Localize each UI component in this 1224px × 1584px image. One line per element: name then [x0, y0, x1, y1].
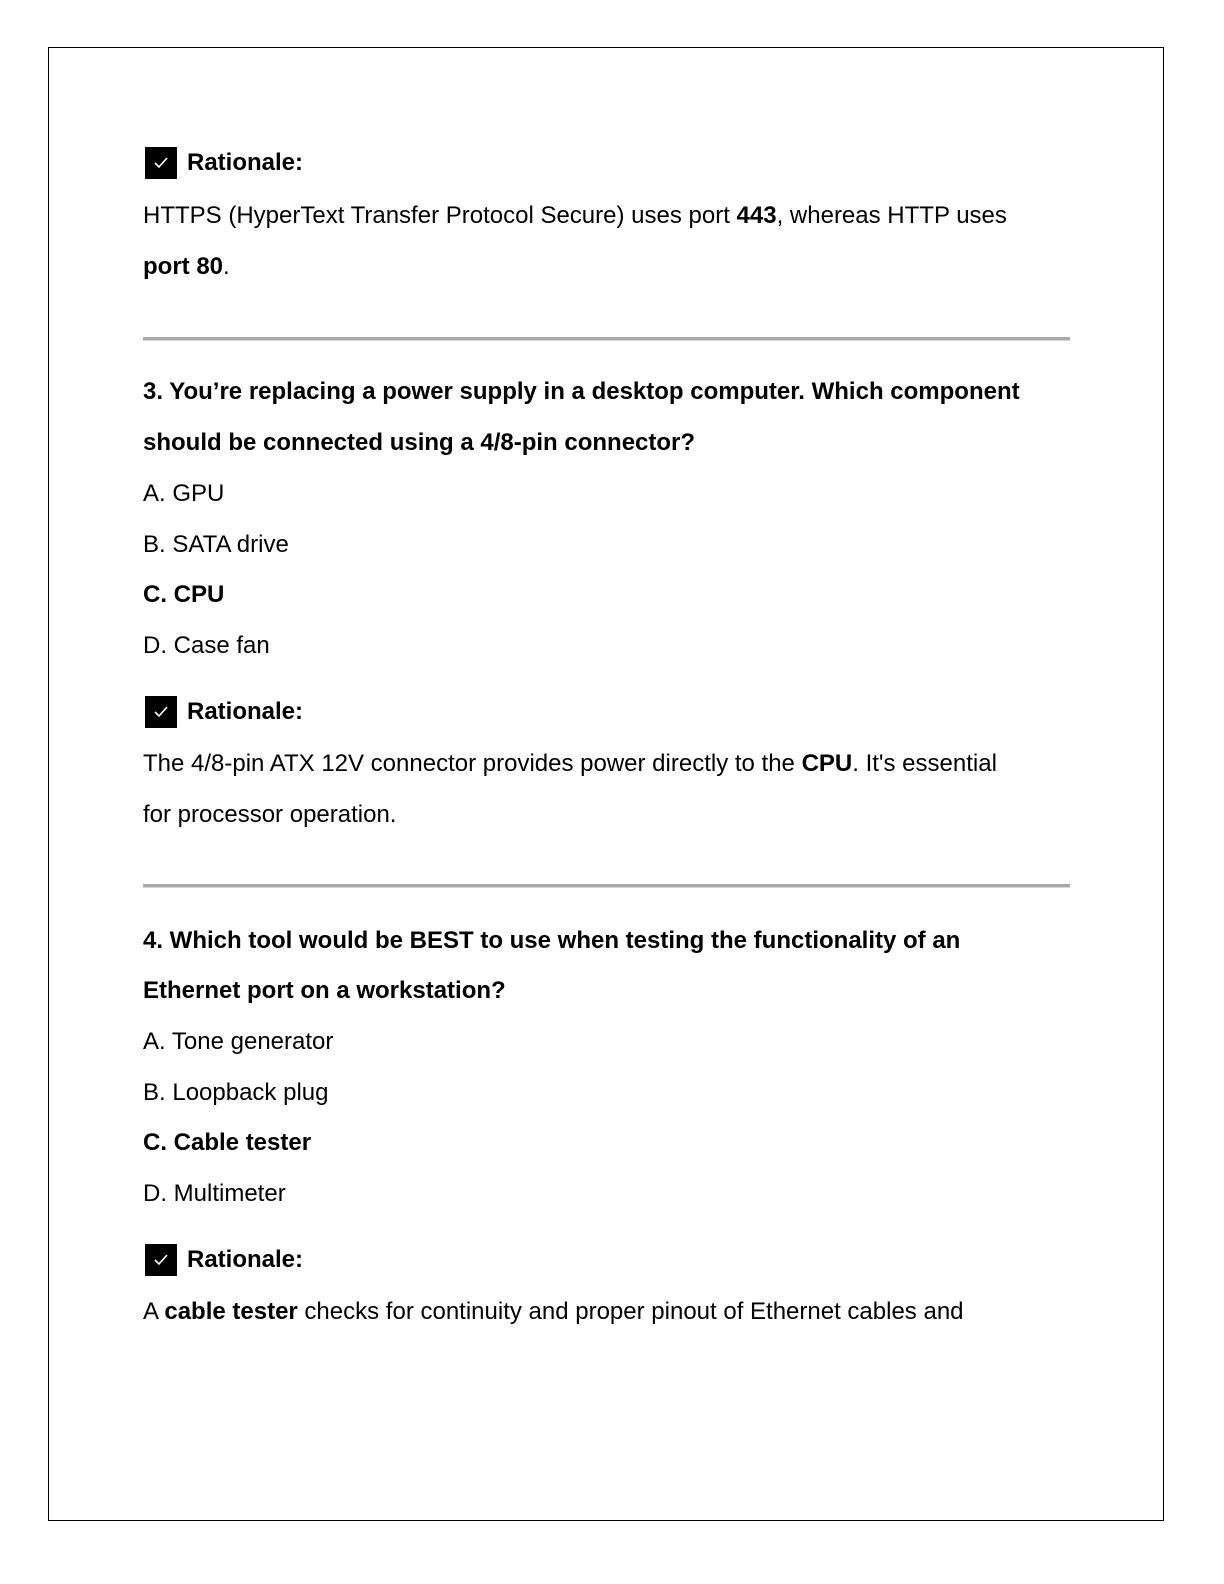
rationale-label: Rationale:: [187, 1246, 304, 1273]
option-a: A. GPU: [143, 480, 225, 507]
rationale-text-line: port 80.: [143, 253, 230, 280]
rationale-heading: [145, 695, 303, 729]
rationale-text-line: A cable tester checks for continuity and proper pinout of Ethernet cables and: [143, 1298, 964, 1325]
question-4-text: Ethernet port on a workstation?: [143, 977, 506, 1004]
question-3-text: should be connected using a 4/8-pin connector?: [143, 429, 696, 456]
option-b: B. SATA drive: [143, 531, 289, 558]
rationale-heading: [145, 146, 303, 180]
rationale-text-line: for processor operation.: [143, 801, 397, 828]
rationale-heading: [145, 1243, 303, 1277]
option-a: A. Tone generator: [143, 1028, 334, 1055]
question-3-text: 3. You’re replacing a power supply in a desktop computer. Which component: [143, 378, 1020, 405]
question-4-text: 4. Which tool would be BEST to use when testing the functionality of an: [143, 927, 961, 954]
option-d: D. Case fan: [143, 632, 270, 659]
option-d: D. Multimeter: [143, 1180, 286, 1207]
rationale-text-line: HTTPS (HyperText Transfer Protocol Secure) uses port 443, whereas HTTP uses: [143, 202, 1007, 229]
rationale-label: Rationale:: [187, 698, 304, 725]
option-b: B. Loopback plug: [143, 1079, 329, 1106]
option-c-correct: C. CPU: [143, 581, 225, 608]
rationale-text-line: The 4/8-pin ATX 12V connector provides power directly to the CPU. It's essential: [143, 750, 997, 777]
check-mark-icon: [145, 1244, 177, 1276]
check-mark-icon: [145, 696, 177, 728]
rationale-label: Rationale:: [187, 149, 304, 176]
section-divider: [143, 337, 1070, 341]
section-divider: [143, 884, 1070, 888]
option-c-correct: C. Cable tester: [143, 1129, 312, 1156]
check-mark-icon: [145, 147, 177, 179]
